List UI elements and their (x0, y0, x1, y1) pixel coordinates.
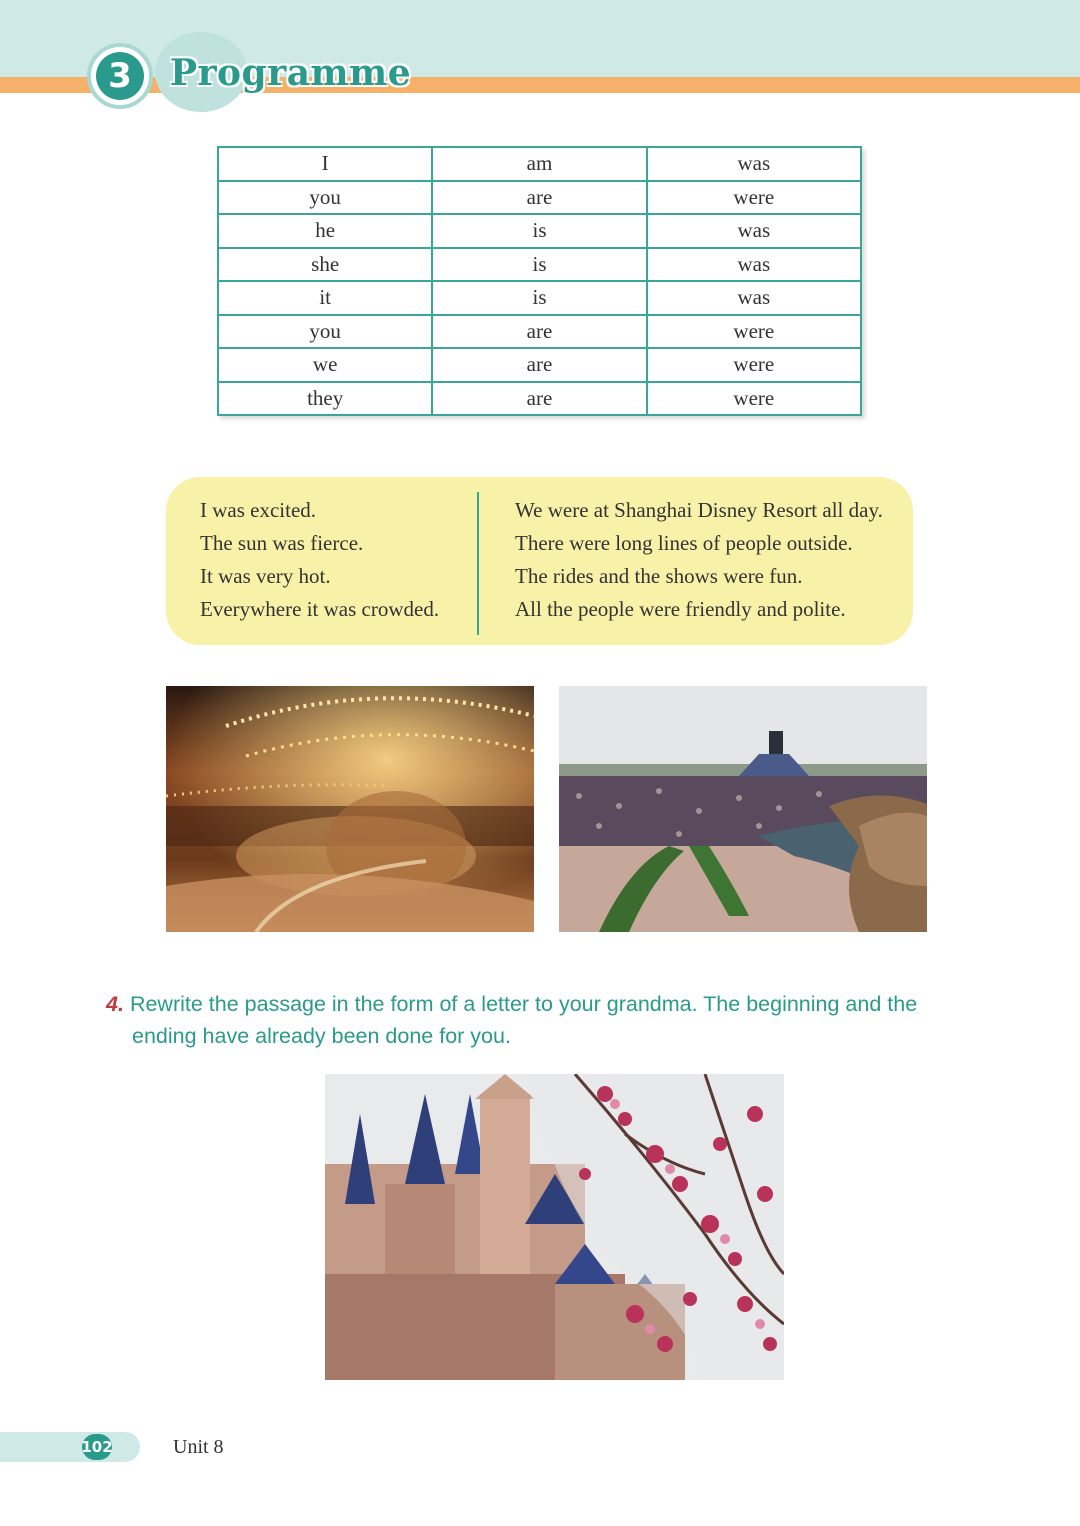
table-cell: was (647, 281, 861, 315)
sentence: I was excited. (200, 498, 317, 522)
task-text-line: Rewrite the passage in the form of a letter to your grandma. The beginning and the (129, 992, 918, 1016)
sentence: Everywhere it was crowded. (200, 597, 440, 621)
sentence: The rides and the shows were fun. (515, 564, 803, 588)
table-cell: was (647, 147, 861, 181)
task-instruction (106, 988, 1006, 1052)
table-row (218, 382, 861, 416)
section-number: 3 (96, 52, 144, 100)
table-cell: is (432, 248, 646, 282)
table-cell: were (647, 382, 861, 416)
table-cell: am (432, 147, 646, 181)
castle-photo (325, 1074, 784, 1380)
table-cell: I (218, 147, 432, 181)
table-row (218, 214, 861, 248)
table-cell: are (432, 315, 646, 349)
page-number: 102 (82, 1434, 112, 1460)
crowd-photo (559, 686, 927, 932)
table-cell: were (647, 348, 861, 382)
table-cell: were (647, 315, 861, 349)
table-row (218, 281, 861, 315)
table-cell: you (218, 315, 432, 349)
table-cell: you (218, 181, 432, 215)
table-cell: are (432, 348, 646, 382)
table-cell: was (647, 214, 861, 248)
table-cell: are (432, 181, 646, 215)
sentence: It was very hot. (200, 564, 331, 588)
sentence: The sun was fierce. (200, 531, 364, 555)
be-verb-table (217, 146, 862, 416)
table-cell: it (218, 281, 432, 315)
table-cell: he (218, 214, 432, 248)
sentences-right-column (515, 494, 883, 626)
table-row (218, 348, 861, 382)
table-row (218, 315, 861, 349)
sentence: We were at Shanghai Disney Resort all day. (515, 498, 883, 522)
table-row (218, 147, 861, 181)
column-divider (477, 492, 479, 635)
table-cell: we (218, 348, 432, 382)
table-cell: is (432, 281, 646, 315)
sentences-left-column (200, 494, 439, 626)
table-row (218, 181, 861, 215)
task-number: 4. (106, 992, 124, 1016)
table-cell: was (647, 248, 861, 282)
sentence: All the people were friendly and polite. (515, 597, 846, 621)
sentence: There were long lines of people outside. (515, 531, 853, 555)
table-row (218, 248, 861, 282)
section-title: Programme (170, 52, 412, 94)
table-cell: were (647, 181, 861, 215)
carousel-photo (166, 686, 534, 932)
task-text-line: ending have already been done for you. (132, 1024, 511, 1048)
footer-pill (0, 1432, 140, 1462)
example-sentences-box (166, 477, 913, 645)
table-cell: she (218, 248, 432, 282)
section-number-badge (87, 43, 153, 109)
unit-label: Unit 8 (173, 1436, 224, 1458)
table-cell: is (432, 214, 646, 248)
table-cell: they (218, 382, 432, 416)
table-cell: are (432, 382, 646, 416)
